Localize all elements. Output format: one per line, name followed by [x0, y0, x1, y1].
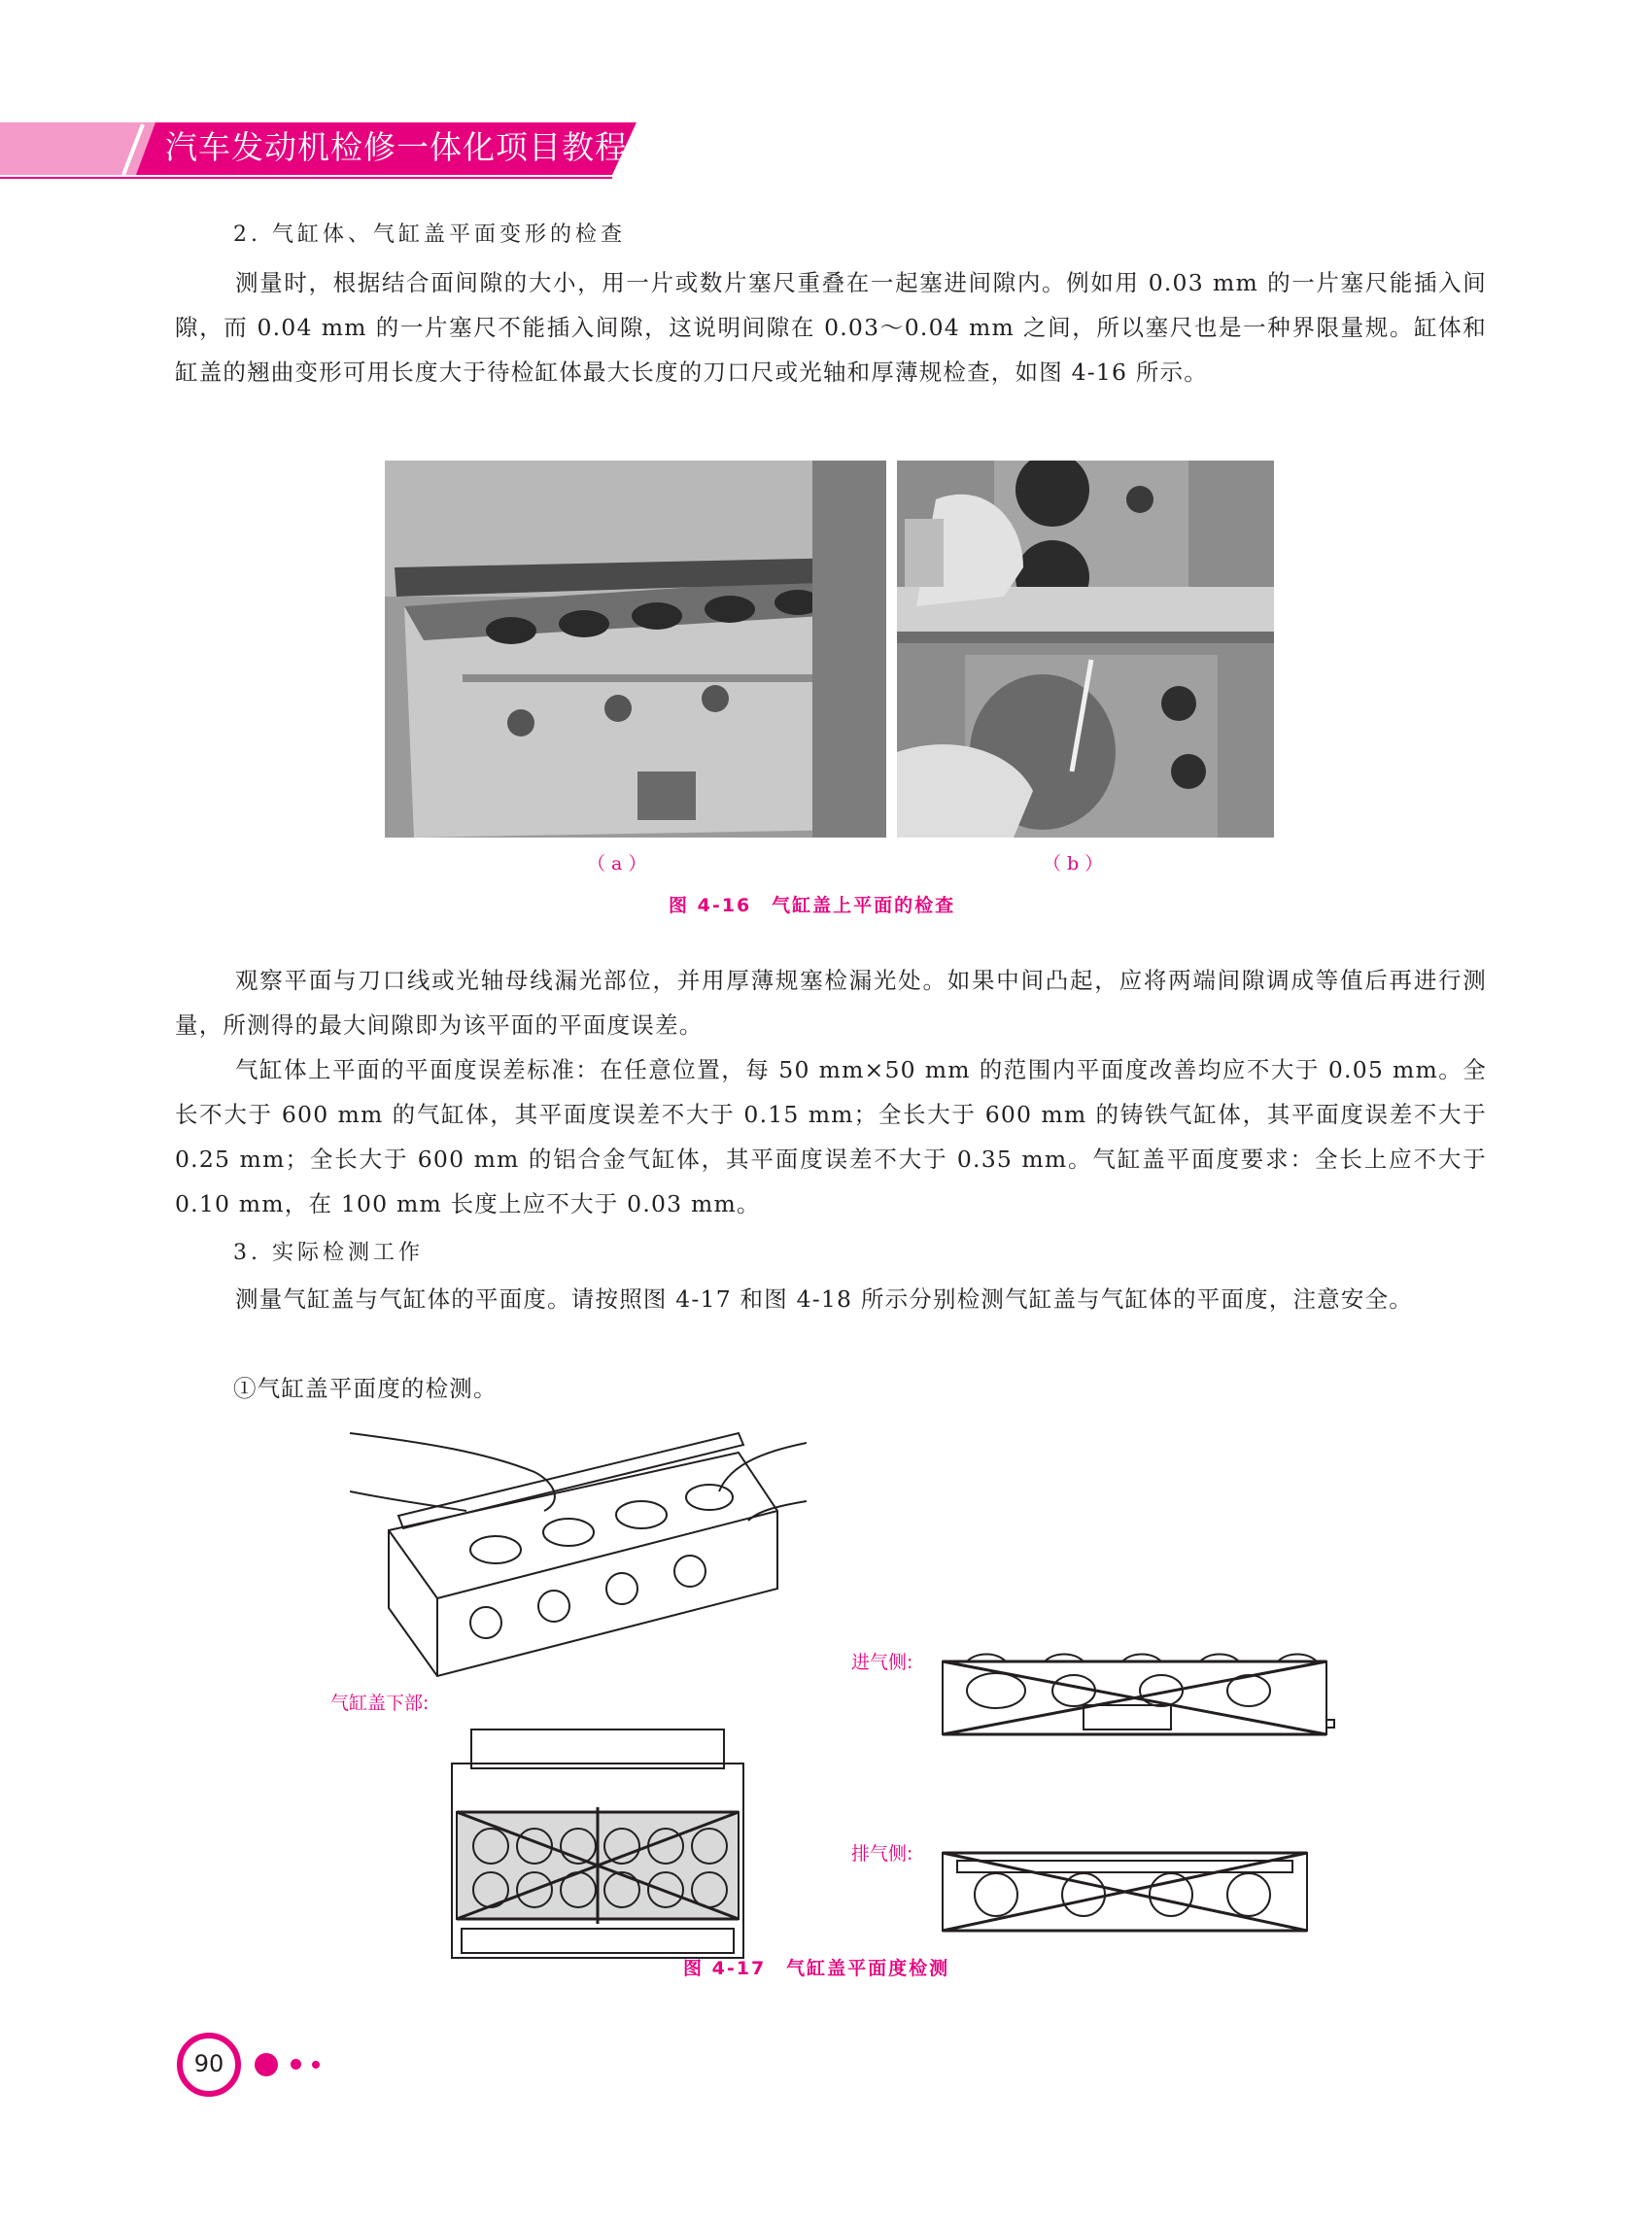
body-paragraph-1: 观察平面与刀口线或光轴母线漏光部位，并用厚薄规塞检漏光处。如果中间凸起，应将两端间隙调成等值后再进行测量，所测得的最大间隙即为该平面的平面度误差。: [175, 967, 1487, 1039]
drawing-intake-side: [938, 1647, 1336, 1744]
body-paragraph-2: 气缸体上平面的平面度误差标准：在任意位置，每 50 mm×50 mm 的范围内平面度改善均应不大于 0.05 mm。全长不大于 600 mm 的气缸体，其平面度误差不大于 0.15 mm；全长大于 600 mm 的铸铁气缸体，其平面度误差不大于 0.25 mm；全长大于 600 mm 的铝合金气缸体，其平面度误差不大于 0.35 mm。气缸盖平面度要求：全长上应不大于 0.10 mm，在 100 mm 长度上应不大于 0.03 mm。: [175, 1056, 1487, 1217]
page-number: 90: [193, 2050, 224, 2077]
step-1-text: ①气缸盖平面度的检测。: [233, 1375, 498, 1402]
decorative-dot-small: [312, 2061, 320, 2069]
figure-label-b: （b）: [1043, 853, 1110, 874]
section-heading-3: 3. 实际检测工作: [233, 1241, 424, 1265]
book-title: 汽车发动机检修一体化项目教程: [165, 128, 628, 166]
drawing-exhaust-side: [938, 1841, 1317, 1938]
label-exhaust-side: 排气侧:: [851, 1843, 913, 1865]
section-3-paragraph: 测量气缸盖与气缸体的平面度。请按照图 4-17 和图 4-18 所示分别检测气缸盖与气缸体的平面度，注意安全。: [235, 1285, 1413, 1313]
drawing-cylinder-head-straightedge: [350, 1414, 807, 1681]
photo-engine-block-straightedge: [385, 461, 886, 838]
decorative-dot-medium: [291, 2059, 301, 2070]
section-2-paragraph: 测量时，根据结合面间隙的大小，用一片或数片塞尺重叠在一起塞进间隙内。例如用 0.03 mm 的一片塞尺能插入间隙，而 0.04 mm 的一片塞尺不能插入间隙，这说明间隙在 0.03～0.04 mm 之间，所以塞尺也是一种界限量规。缸体和缸盖的翘曲变形可用长度大于待检缸体最大长度的刀口尺或光轴和厚薄规检查，如图 4-16 所示。: [175, 269, 1487, 386]
section-heading-2: 2. 气缸体、气缸盖平面变形的检查: [233, 223, 626, 247]
figure-4-16-caption: 图 4-16 气缸盖上平面的检查: [669, 895, 956, 916]
figure-4-17-caption: 图 4-17 气缸盖平面度检测: [683, 1958, 950, 1979]
label-intake-side: 进气侧:: [851, 1652, 913, 1673]
decorative-dot-large: [255, 2053, 278, 2076]
drawing-cylinder-head-bottom: [442, 1725, 763, 1972]
label-cylinder-head-bottom: 气缸盖下部:: [330, 1693, 430, 1714]
photo-cylinder-head-feeler-gauge: [897, 461, 1274, 838]
figure-label-a: （a）: [587, 853, 653, 874]
